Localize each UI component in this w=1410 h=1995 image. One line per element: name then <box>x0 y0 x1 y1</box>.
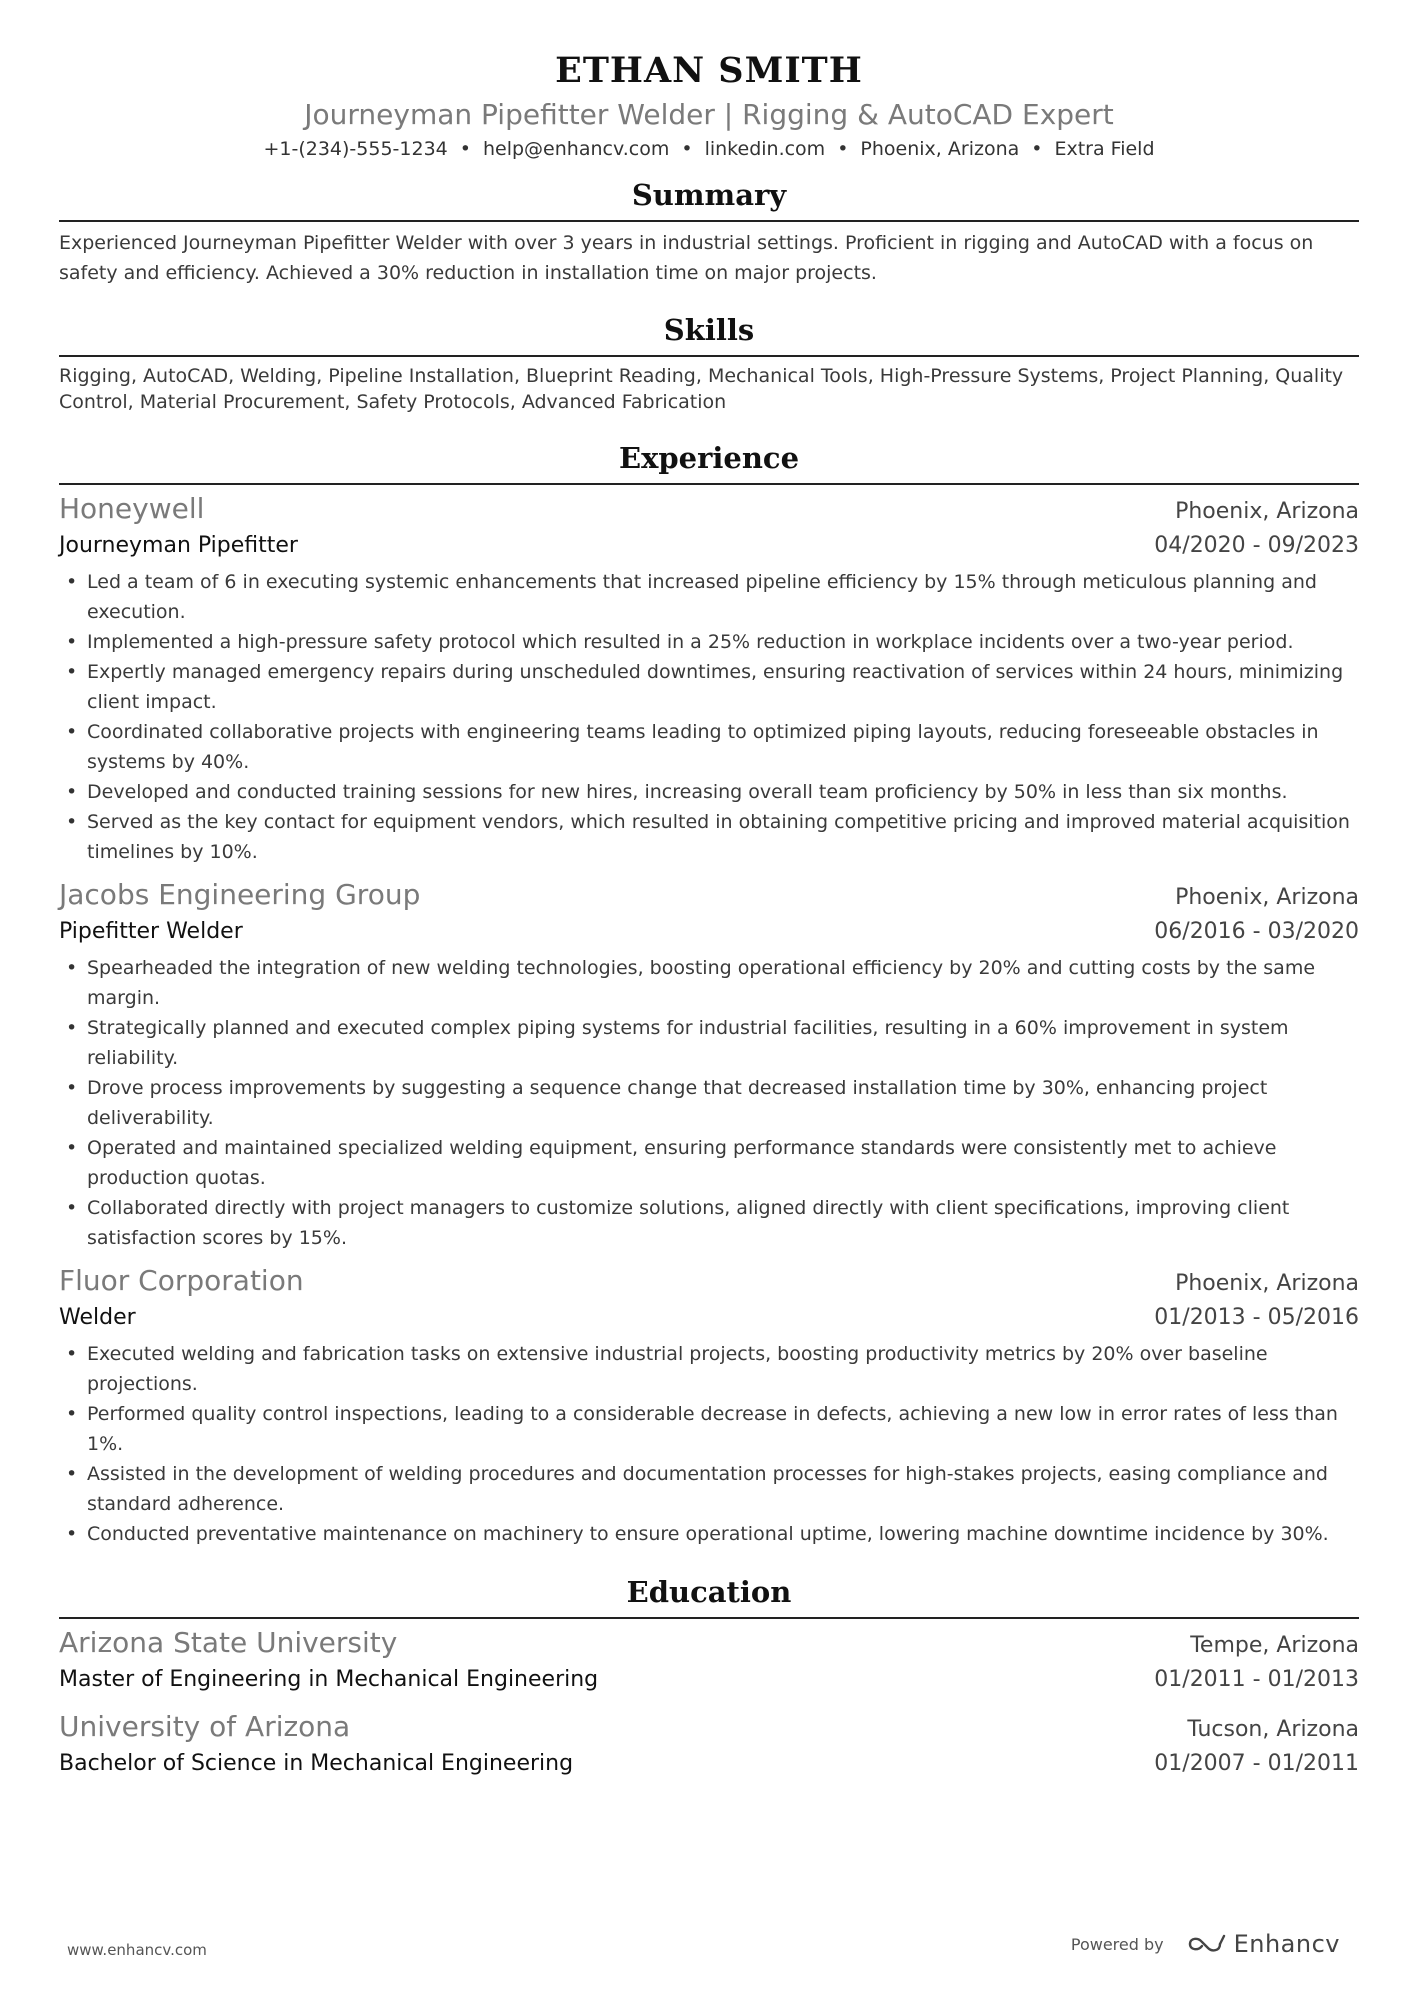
achievement-item: • Executed welding and fabrication tasks on extensive industrial projects, boosting productivity metrics by 20% over baseline projections. <box>59 1339 1359 1399</box>
experience-entry <box>59 877 1359 1253</box>
achievement-item: • Assisted in the development of welding procedures and documentation processes for high-stakes projects, easing compliance and standard adherence. <box>59 1459 1359 1519</box>
entry-header-row <box>59 1263 1359 1301</box>
education-entry <box>59 1709 1359 1781</box>
enhancv-logo-icon <box>1186 1933 1226 1955</box>
skills-title: Skills <box>663 313 755 347</box>
job-location: Phoenix, Arizona <box>1175 499 1359 524</box>
bullet-separator: • <box>681 138 693 160</box>
bullet-separator: • <box>1031 138 1043 160</box>
achievement-item: • Spearheaded the integration of new welding technologies, boosting operational efficiency by 20% and cutting costs by the same margin. <box>59 953 1359 1013</box>
section-divider <box>59 483 1359 485</box>
contact-phone: +1-(234)-555-1234 <box>263 138 448 160</box>
bullet-separator: • <box>837 138 849 160</box>
job-dates: 01/2013 - 05/2016 <box>1154 1305 1359 1330</box>
achievement-list <box>59 1339 1359 1549</box>
school-location: Tucson, Arizona <box>1187 1717 1359 1742</box>
degree: Master of Engineering in Mechanical Engineering <box>59 1667 599 1692</box>
school-name: University of Arizona <box>59 1710 351 1743</box>
job-location: Phoenix, Arizona <box>1175 885 1359 910</box>
achievement-item: • Implemented a high-pressure safety protocol which resulted in a 25% reduction in workplace incidents over a two-year period. <box>59 627 1359 657</box>
contact-email[interactable]: help@enhancv.com <box>482 138 670 160</box>
company-name: Honeywell <box>59 492 205 525</box>
experience-entry <box>59 1263 1359 1549</box>
education-dates: 01/2011 - 01/2013 <box>1154 1667 1359 1692</box>
achievement-item: • Collaborated directly with project managers to customize solutions, aligned directly with client specifications, improving client satisfaction scores by 15%. <box>59 1193 1359 1253</box>
contact-location: Phoenix, Arizona <box>860 138 1020 160</box>
education-title: Education <box>626 1575 792 1609</box>
entry-role-row <box>59 915 1359 949</box>
degree: Bachelor of Science in Mechanical Engineering <box>59 1751 574 1776</box>
footer-website[interactable]: www.enhancv.com <box>67 1941 207 1959</box>
school-location: Tempe, Arizona <box>1190 1633 1359 1658</box>
powered-by-label: Powered by <box>1070 1934 1164 1954</box>
bullet-separator: • <box>459 138 471 160</box>
contact-info <box>59 135 1359 163</box>
achievement-item: • Coordinated collaborative projects with engineering teams leading to optimized piping layouts, reducing foreseeable obstacles in systems by 40%. <box>59 717 1359 777</box>
experience-section <box>59 439 1359 1549</box>
achievement-item: • Served as the key contact for equipment vendors, which resulted in obtaining competitive pricing and improved material acquisition timelines by 10%. <box>59 807 1359 867</box>
experience-entry <box>59 491 1359 867</box>
achievement-list <box>59 567 1359 867</box>
skills-list: Rigging, AutoCAD, Welding, Pipeline Installation, Blueprint Reading, Mechanical Tools, High-Pressure Systems, Project Planning, Quality Control, Material Procurement, Safety Protocols, Advanced Fabrication <box>59 365 1344 413</box>
contact-extra-field: Extra Field <box>1054 138 1155 160</box>
resume-page <box>59 0 1359 1781</box>
achievement-item: • Developed and conducted training sessions for new hires, increasing overall team proficiency by 50% in less than six months. <box>59 777 1359 807</box>
company-name: Fluor Corporation <box>59 1264 304 1297</box>
brand-name: Enhancv <box>1233 1930 1340 1958</box>
education-dates: 01/2007 - 01/2011 <box>1154 1751 1359 1776</box>
achievement-item: • Drove process improvements by suggesting a sequence change that decreased installation time by 30%, enhancing project deliverability. <box>59 1073 1359 1133</box>
summary-title: Summary <box>631 178 787 212</box>
entry-header-row <box>59 1625 1359 1663</box>
job-location: Phoenix, Arizona <box>1175 1271 1359 1296</box>
achievement-list <box>59 953 1359 1253</box>
section-divider <box>59 355 1359 357</box>
entry-header-row <box>59 491 1359 529</box>
resume-header <box>59 0 1359 163</box>
job-title: Journeyman Pipefitter <box>59 533 298 558</box>
enhancv-brand[interactable] <box>1186 1930 1340 1958</box>
entry-degree-row <box>59 1663 1359 1697</box>
job-title: Pipefitter Welder <box>59 919 243 944</box>
contact-linkedin[interactable]: linkedin.com <box>704 138 826 160</box>
achievement-item: • Strategically planned and executed complex piping systems for industrial facilities, resulting in a 60% improvement in system reliability. <box>59 1013 1359 1073</box>
achievement-item: • Led a team of 6 in executing systemic enhancements that increased pipeline efficiency by 15% through meticulous planning and execution. <box>59 567 1359 627</box>
education-section <box>59 1573 1359 1781</box>
candidate-name: ETHAN SMITH <box>555 50 863 91</box>
skills-section <box>59 311 1359 415</box>
entry-header-row <box>59 877 1359 915</box>
summary-text: Experienced Journeyman Pipefitter Welder with over 3 years in industrial settings. Proficient in rigging and AutoCAD with a focus on safety and efficiency. Achieved a 30% reduction in installation time on major projects. <box>59 232 1314 284</box>
school-name: Arizona State University <box>59 1626 398 1659</box>
achievement-item: • Performed quality control inspections, leading to a considerable decrease in defects, achieving a new low in error rates of less than 1%. <box>59 1399 1359 1459</box>
section-divider <box>59 1617 1359 1619</box>
job-dates: 04/2020 - 09/2023 <box>1154 533 1359 558</box>
job-title: Welder <box>59 1305 136 1330</box>
summary-section <box>59 176 1359 288</box>
education-entry <box>59 1625 1359 1697</box>
footer-branding <box>1071 1930 1340 1958</box>
achievement-item: • Operated and maintained specialized welding equipment, ensuring performance standards were consistently met to achieve production quotas. <box>59 1133 1359 1193</box>
entry-role-row <box>59 529 1359 563</box>
entry-role-row <box>59 1301 1359 1335</box>
company-name: Jacobs Engineering Group <box>59 878 421 911</box>
job-dates: 06/2016 - 03/2020 <box>1154 919 1359 944</box>
candidate-headline: Journeyman Pipefitter Welder | Rigging & AutoCAD Expert <box>304 98 1114 131</box>
section-divider <box>59 220 1359 222</box>
achievement-item: • Conducted preventative maintenance on machinery to ensure operational uptime, lowering machine downtime incidence by 30%. <box>59 1519 1359 1549</box>
entry-header-row <box>59 1709 1359 1747</box>
entry-degree-row <box>59 1747 1359 1781</box>
experience-title: Experience <box>618 441 800 475</box>
achievement-item: • Expertly managed emergency repairs during unscheduled downtimes, ensuring reactivation of services within 24 hours, minimizing client impact. <box>59 657 1359 717</box>
